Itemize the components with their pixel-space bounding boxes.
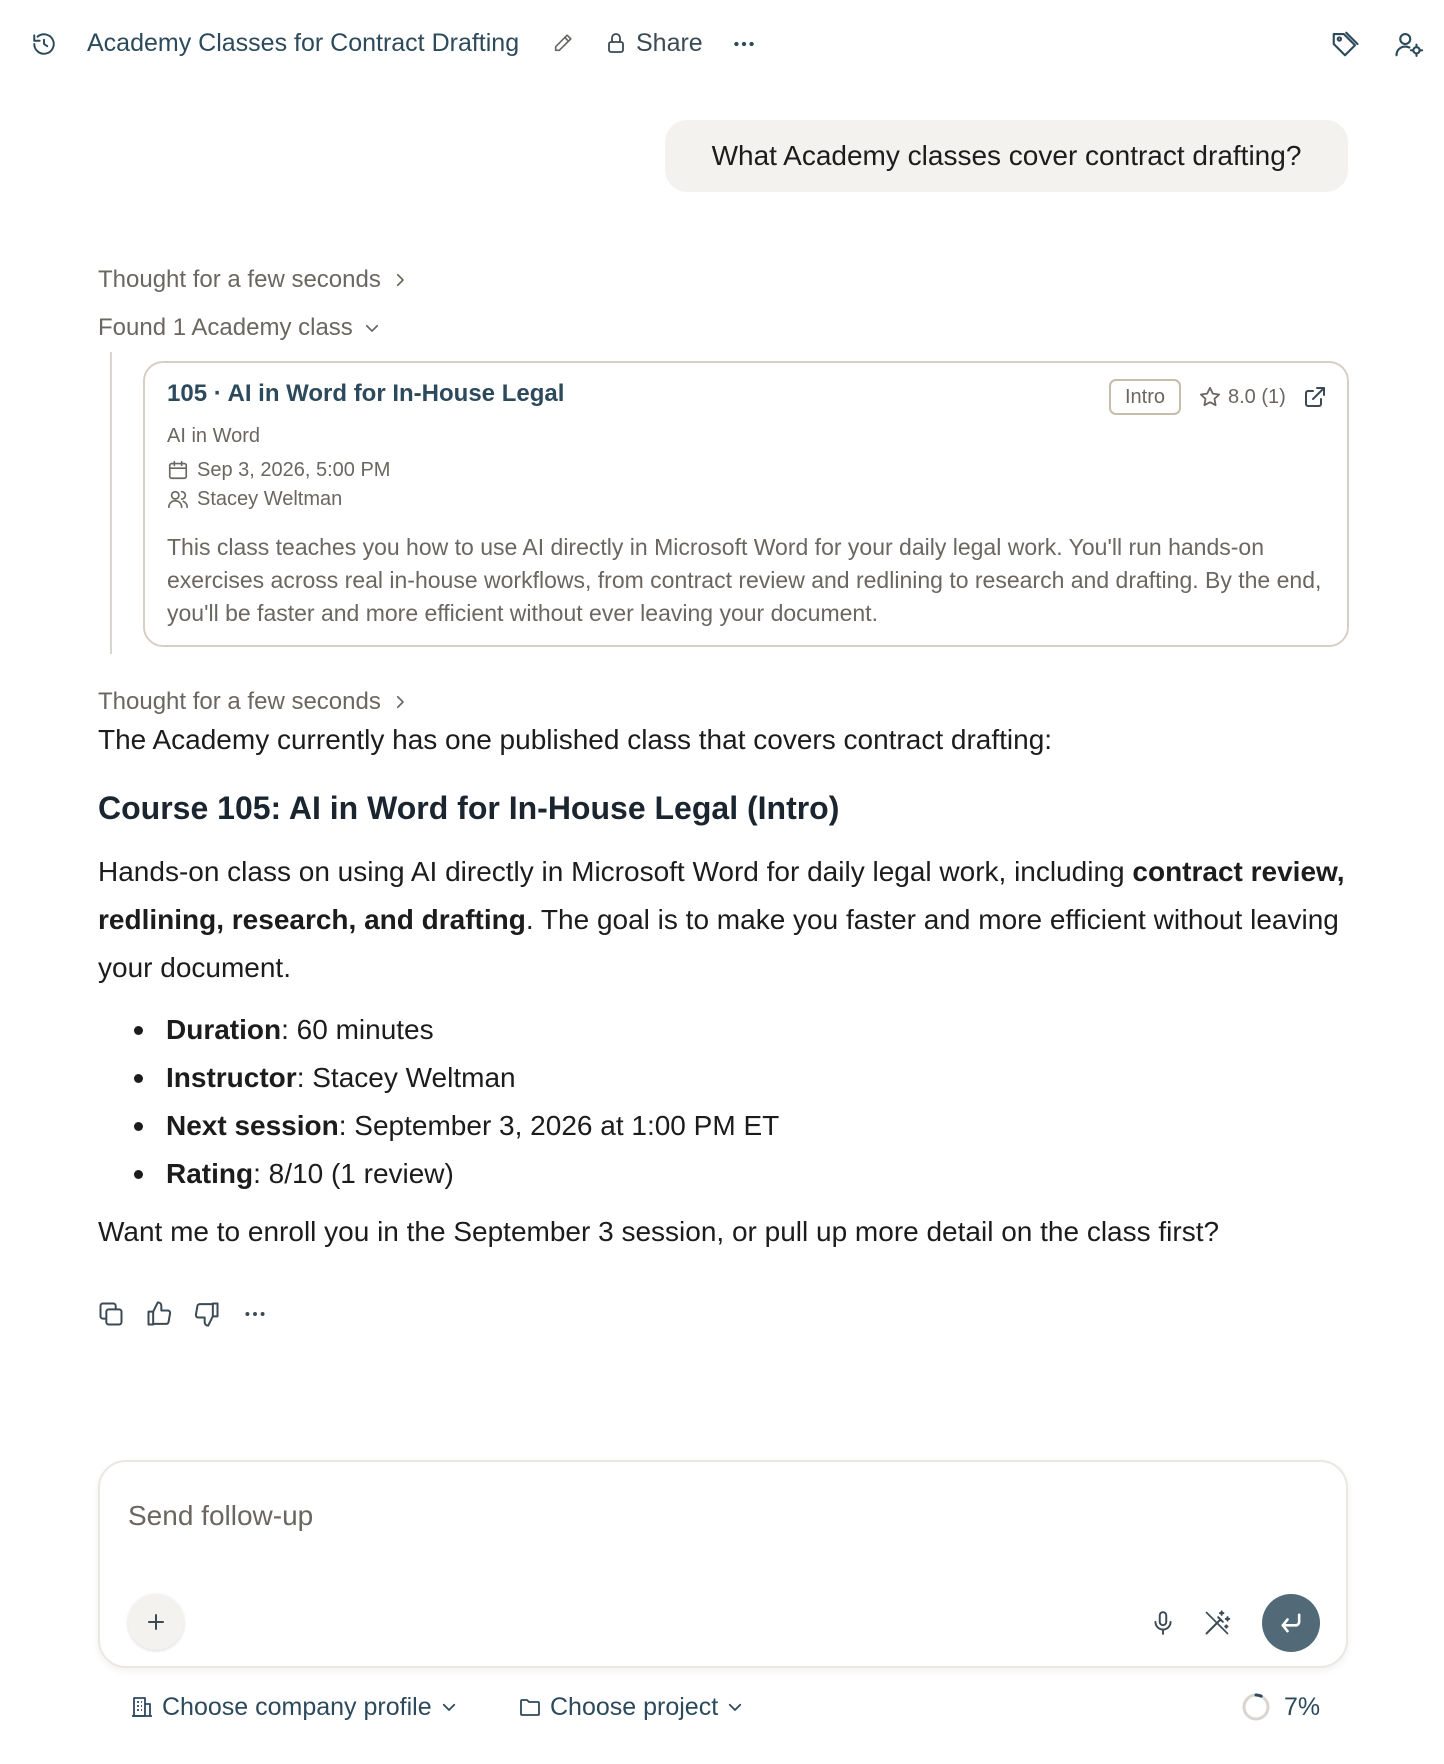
microphone-icon[interactable] <box>1146 1606 1180 1640</box>
class-details-list <box>98 1006 1298 1198</box>
class-description: This class teaches you how to use AI directly in Microsoft Word for your daily legal work. You'll run hands-on exercises across real in-house workflows, from contract review and redlining to research and drafting. By the end, you'll be faster and more efficient without ever leaving your document. <box>167 534 1322 626</box>
detail-duration <box>98 1006 1298 1054</box>
chevron-down-icon <box>726 1698 744 1716</box>
calendar-icon <box>167 459 189 481</box>
answer-closing: Want me to enroll you in the September 3 session, or pull up more detail on the class first? <box>98 1216 1220 1247</box>
composer <box>98 1460 1348 1668</box>
chevron-down-icon <box>440 1698 458 1716</box>
copy-icon[interactable] <box>94 1297 128 1331</box>
thought-toggle-2[interactable] <box>98 686 409 718</box>
detail-label: Rating <box>166 1158 254 1189</box>
company-profile-label: Choose company profile <box>162 1692 432 1721</box>
star-icon <box>1198 385 1222 409</box>
top-bar <box>0 0 1444 88</box>
message-actions <box>94 1296 272 1332</box>
folder-icon <box>518 1695 542 1719</box>
detail-label: Instructor <box>166 1062 297 1093</box>
building-icon <box>130 1695 154 1719</box>
project-label: Choose project <box>550 1692 719 1721</box>
detail-value: : 60 minutes <box>281 1014 434 1045</box>
answer-paragraph-text: Hands-on class on using AI directly in Microsoft Word for daily legal work, including <box>98 856 1133 887</box>
detail-label: Next session <box>166 1110 339 1141</box>
magic-wand-icon[interactable] <box>1200 1606 1234 1640</box>
project-selector[interactable] <box>518 1690 744 1724</box>
chevron-down-icon <box>363 319 381 337</box>
class-title[interactable]: 105 · AI in Word for In-House Legal <box>167 380 565 407</box>
user-settings-icon[interactable] <box>1392 27 1426 61</box>
thought-toggle-1[interactable] <box>98 264 409 296</box>
usage-percent: 7% <box>1284 1692 1321 1721</box>
answer-paragraph-text-end: . The goal is to make you faster and more efficient without leaving your document. <box>98 904 1339 983</box>
pencil-icon[interactable] <box>550 30 576 56</box>
class-category: AI in Word <box>167 425 260 447</box>
context-usage-indicator <box>1240 1690 1320 1724</box>
detail-next-session <box>98 1102 1298 1150</box>
lock-icon <box>604 30 628 56</box>
detail-value: : September 3, 2026 at 1:00 PM ET <box>338 1110 780 1141</box>
enter-icon[interactable] <box>1262 1594 1320 1652</box>
external-link-icon[interactable] <box>1301 383 1329 411</box>
plus-icon[interactable] <box>128 1594 184 1650</box>
follow-up-input[interactable] <box>128 1486 1308 1546</box>
detail-rating <box>98 1150 1298 1198</box>
more-horizontal-icon[interactable] <box>238 1297 272 1331</box>
class-card[interactable] <box>143 361 1349 647</box>
class-instructor-row <box>167 485 342 513</box>
chevron-right-icon <box>391 271 409 289</box>
answer-paragraph-bold: contract review, redlining, research, and drafting <box>98 856 1345 935</box>
chevron-right-icon <box>391 693 409 711</box>
detail-instructor <box>98 1054 1298 1102</box>
users-icon <box>167 488 189 510</box>
share-button[interactable] <box>604 26 703 60</box>
share-label: Share <box>636 29 703 57</box>
level-badge: Intro <box>1109 379 1181 415</box>
detail-label: Duration <box>166 1014 282 1045</box>
detail-value: : 8/10 (1 review) <box>253 1158 454 1189</box>
thought-label: Thought for a few seconds <box>98 266 381 293</box>
class-instructor: Stacey Weltman <box>197 487 343 510</box>
found-label: Found 1 Academy class <box>98 314 353 341</box>
answer-heading: Course 105: AI in Word for In-House Legal (Intro) <box>98 790 840 826</box>
chat-title[interactable]: Academy Classes for Contract Drafting <box>87 29 520 57</box>
more-horizontal-icon[interactable] <box>728 28 760 60</box>
found-classes-toggle[interactable] <box>98 312 381 344</box>
thumbs-up-icon[interactable] <box>142 1297 176 1331</box>
thumbs-down-icon[interactable] <box>190 1297 224 1331</box>
tag-icon[interactable] <box>1328 27 1362 61</box>
thought-label: Thought for a few seconds <box>98 688 381 715</box>
company-profile-selector[interactable] <box>130 1690 458 1724</box>
detail-value: : Stacey Weltman <box>296 1062 516 1093</box>
answer-paragraph <box>98 848 1350 992</box>
answer-intro: The Academy currently has one published class that covers contract drafting: <box>98 724 1053 755</box>
class-date: Sep 3, 2026, 5:00 PM <box>197 458 391 481</box>
usage-ring <box>1240 1691 1272 1723</box>
rating-value: 8.0 (1) <box>1228 385 1286 408</box>
history-icon[interactable] <box>28 28 60 60</box>
class-date-row <box>167 456 390 484</box>
user-message-bubble: What Academy classes cover contract drafting? <box>665 120 1348 192</box>
class-rating <box>1198 381 1286 413</box>
found-results-divider <box>110 352 112 654</box>
